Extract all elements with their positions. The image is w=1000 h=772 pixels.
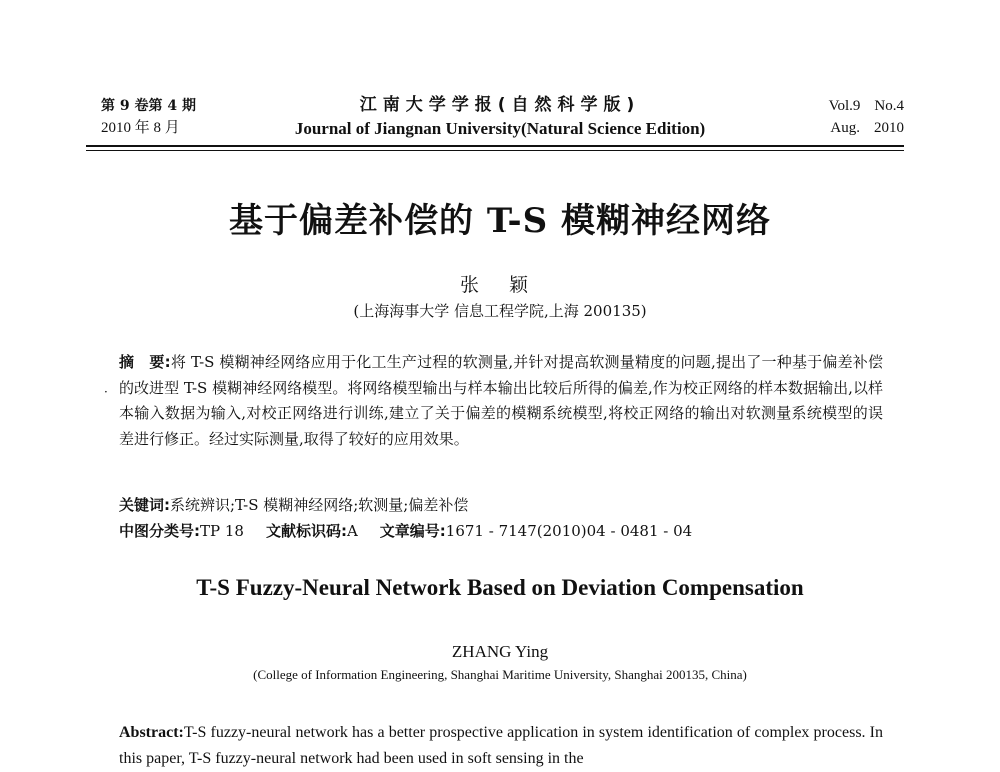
affiliation-cn: (上海海事大学 信息工程学院,上海 200135) bbox=[353, 302, 647, 320]
journal-name bbox=[250, 93, 750, 141]
header-rule-thick bbox=[86, 145, 904, 147]
clc-label: 中图分类号: bbox=[119, 522, 200, 540]
abstract-en-label: Abstract bbox=[119, 724, 179, 741]
abstract-en-separator: : bbox=[178, 724, 184, 741]
issue-info bbox=[101, 95, 196, 139]
header-rule-thin bbox=[86, 150, 904, 151]
doc-code-label: 文献标识码: bbox=[265, 522, 347, 540]
affiliation-en: (College of Information Engineering, Shanghai Maritime University, Shanghai 200135, China) bbox=[253, 667, 747, 682]
article-id-value: 1671 - 7147(2010)04 - 0481 - 04 bbox=[445, 522, 693, 540]
paper-title-cn: 基于偏差补偿的 T-S 模糊神经网络 bbox=[228, 201, 771, 241]
abstract-en bbox=[119, 720, 883, 772]
issue-number: No.4 bbox=[874, 98, 904, 114]
article-id-label: 文章编号: bbox=[379, 522, 446, 540]
doc-code-value: A bbox=[346, 522, 358, 540]
journal-name-cn: 江南大学学报(自然科学版) bbox=[359, 95, 641, 115]
abstract-cn-label: 摘 要: bbox=[119, 353, 171, 371]
volume-number: Vol.9 bbox=[828, 98, 861, 114]
issue-date: 2010 年 8 月 bbox=[101, 120, 180, 136]
issue-month: Aug. bbox=[830, 120, 860, 136]
volume-info bbox=[815, 95, 904, 139]
classification-line bbox=[119, 520, 899, 542]
margin-dot: · bbox=[104, 385, 108, 399]
clc-value: TP 18 bbox=[200, 522, 244, 540]
author-cn: 张 颖 bbox=[459, 274, 541, 296]
issue-volume: 第 9 卷第 4 期 bbox=[101, 98, 196, 114]
abstract-cn-text: 将 T-S 模糊神经网络应用于化工生产过程的软测量,并针对提高软测量精度的问题,提出了一种基于偏差补偿的改进型 T-S 模糊神经网络模型。将网络模型输出与样本输出比较后所得的偏差,作为校正网络的样本数据输出,以样本输入数据为输入,对校正网络进行训练,建立了关于偏差的模糊系统模型,将校正网络的输出对软测量系统模型的误差进行修正。经过实际测量,取得了较好的应用效果。 bbox=[119, 353, 883, 448]
keywords-cn-label: 关键词: bbox=[119, 496, 170, 514]
keywords-cn-text: 系统辨识;T-S 模糊神经网络;软测量;偏差补偿 bbox=[170, 496, 469, 514]
issue-year: 2010 bbox=[874, 120, 904, 136]
paper-title-en: T-S Fuzzy-Neural Network Based on Deviation Compensation bbox=[196, 575, 804, 600]
journal-name-en: Journal of Jiangnan University(Natural Science Edition) bbox=[294, 119, 706, 138]
keywords-cn bbox=[119, 494, 883, 516]
author-en: ZHANG Ying bbox=[451, 642, 549, 661]
abstract-en-text: T-S fuzzy-neural network has a better prospective application in system identification of complex process. In this paper, T-S fuzzy-neural network had been used in soft sensing in the bbox=[119, 724, 883, 767]
abstract-cn bbox=[119, 350, 883, 452]
